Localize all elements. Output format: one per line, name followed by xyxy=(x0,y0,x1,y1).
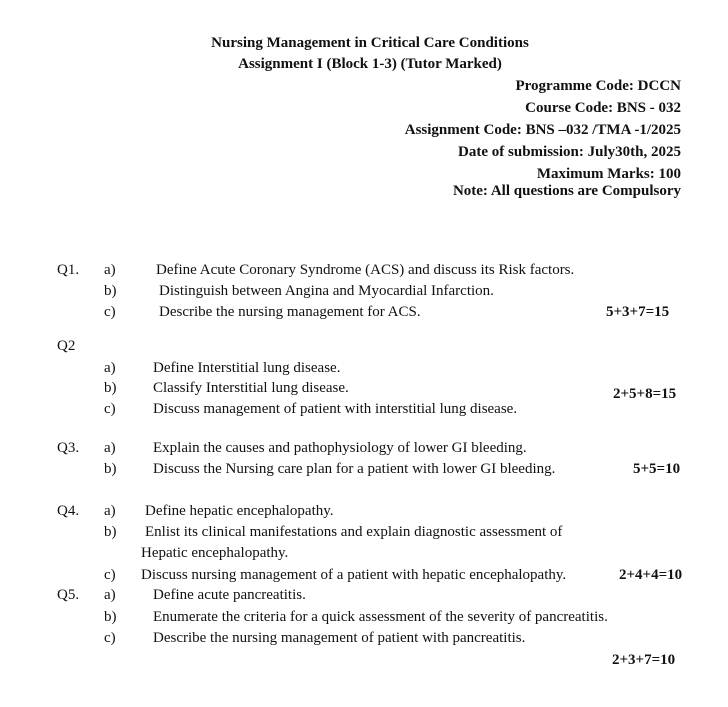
part-text: Classify Interstitial lung disease. xyxy=(153,380,349,396)
part-label: b) xyxy=(104,524,117,540)
question-number: Q5. xyxy=(57,587,80,603)
question-marks: 2+4+4=10 xyxy=(619,567,683,583)
part-text: Explain the causes and pathophysiology of lower GI bleeding. xyxy=(153,440,527,456)
question-number: Q4. xyxy=(57,503,80,519)
question-marks: 2+3+7=10 xyxy=(612,652,676,668)
question-marks: 2+5+8=15 xyxy=(613,386,677,402)
part-label: a) xyxy=(104,587,116,603)
part-text: Enlist its clinical manifestations and explain diagnostic assessment of xyxy=(145,524,563,540)
document-title: Nursing Management in Critical Care Conditions xyxy=(211,35,529,51)
part-text: Discuss the Nursing care plan for a patient with lower GI bleeding. xyxy=(153,461,556,477)
question-marks: 5+5=10 xyxy=(633,461,681,477)
part-text: Define acute pancreatitis. xyxy=(153,587,306,603)
part-label: a) xyxy=(104,503,116,519)
part-label: c) xyxy=(104,304,116,320)
part-text: Define hepatic encephalopathy. xyxy=(145,503,334,519)
submission-date: Date of submission: July30th, 2025 xyxy=(458,144,681,160)
document-subtitle: Assignment I (Block 1-3) (Tutor Marked) xyxy=(238,56,502,72)
part-text: Distinguish between Angina and Myocardial Infarction. xyxy=(159,283,494,299)
part-label: c) xyxy=(104,630,116,646)
question-number: Q1. xyxy=(57,262,80,278)
part-text-continuation: Hepatic encephalopathy. xyxy=(141,545,289,561)
part-text: Discuss management of patient with interstitial lung disease. xyxy=(153,401,518,417)
part-label: a) xyxy=(104,440,116,456)
question-number: Q2 xyxy=(57,338,76,354)
part-label: a) xyxy=(104,360,116,376)
part-label: c) xyxy=(104,567,116,583)
part-text: Describe the nursing management for ACS. xyxy=(159,304,421,320)
part-text: Define Interstitial lung disease. xyxy=(153,360,341,376)
assignment-code: Assignment Code: BNS –032 /TMA -1/2025 xyxy=(404,122,681,138)
part-label: a) xyxy=(104,262,116,278)
part-text: Define Acute Coronary Syndrome (ACS) and discuss its Risk factors. xyxy=(156,262,575,278)
note: Note: All questions are Compulsory xyxy=(452,183,681,199)
part-label: b) xyxy=(104,461,117,477)
part-text: Enumerate the criteria for a quick assessment of the severity of pancreatitis. xyxy=(153,609,608,625)
maximum-marks: Maximum Marks: 100 xyxy=(536,166,681,182)
question-marks: 5+3+7=15 xyxy=(606,304,670,320)
part-text: Discuss nursing management of a patient with hepatic encephalopathy. xyxy=(141,567,567,583)
part-label: c) xyxy=(104,401,116,417)
part-label: b) xyxy=(104,380,117,396)
part-label: b) xyxy=(104,283,117,299)
programme-code: Programme Code: DCCN xyxy=(515,78,681,94)
question-number: Q3. xyxy=(57,440,80,456)
course-code: Course Code: BNS - 032 xyxy=(525,100,681,116)
part-label: b) xyxy=(104,609,117,625)
part-text: Describe the nursing management of patient with pancreatitis. xyxy=(153,630,526,646)
